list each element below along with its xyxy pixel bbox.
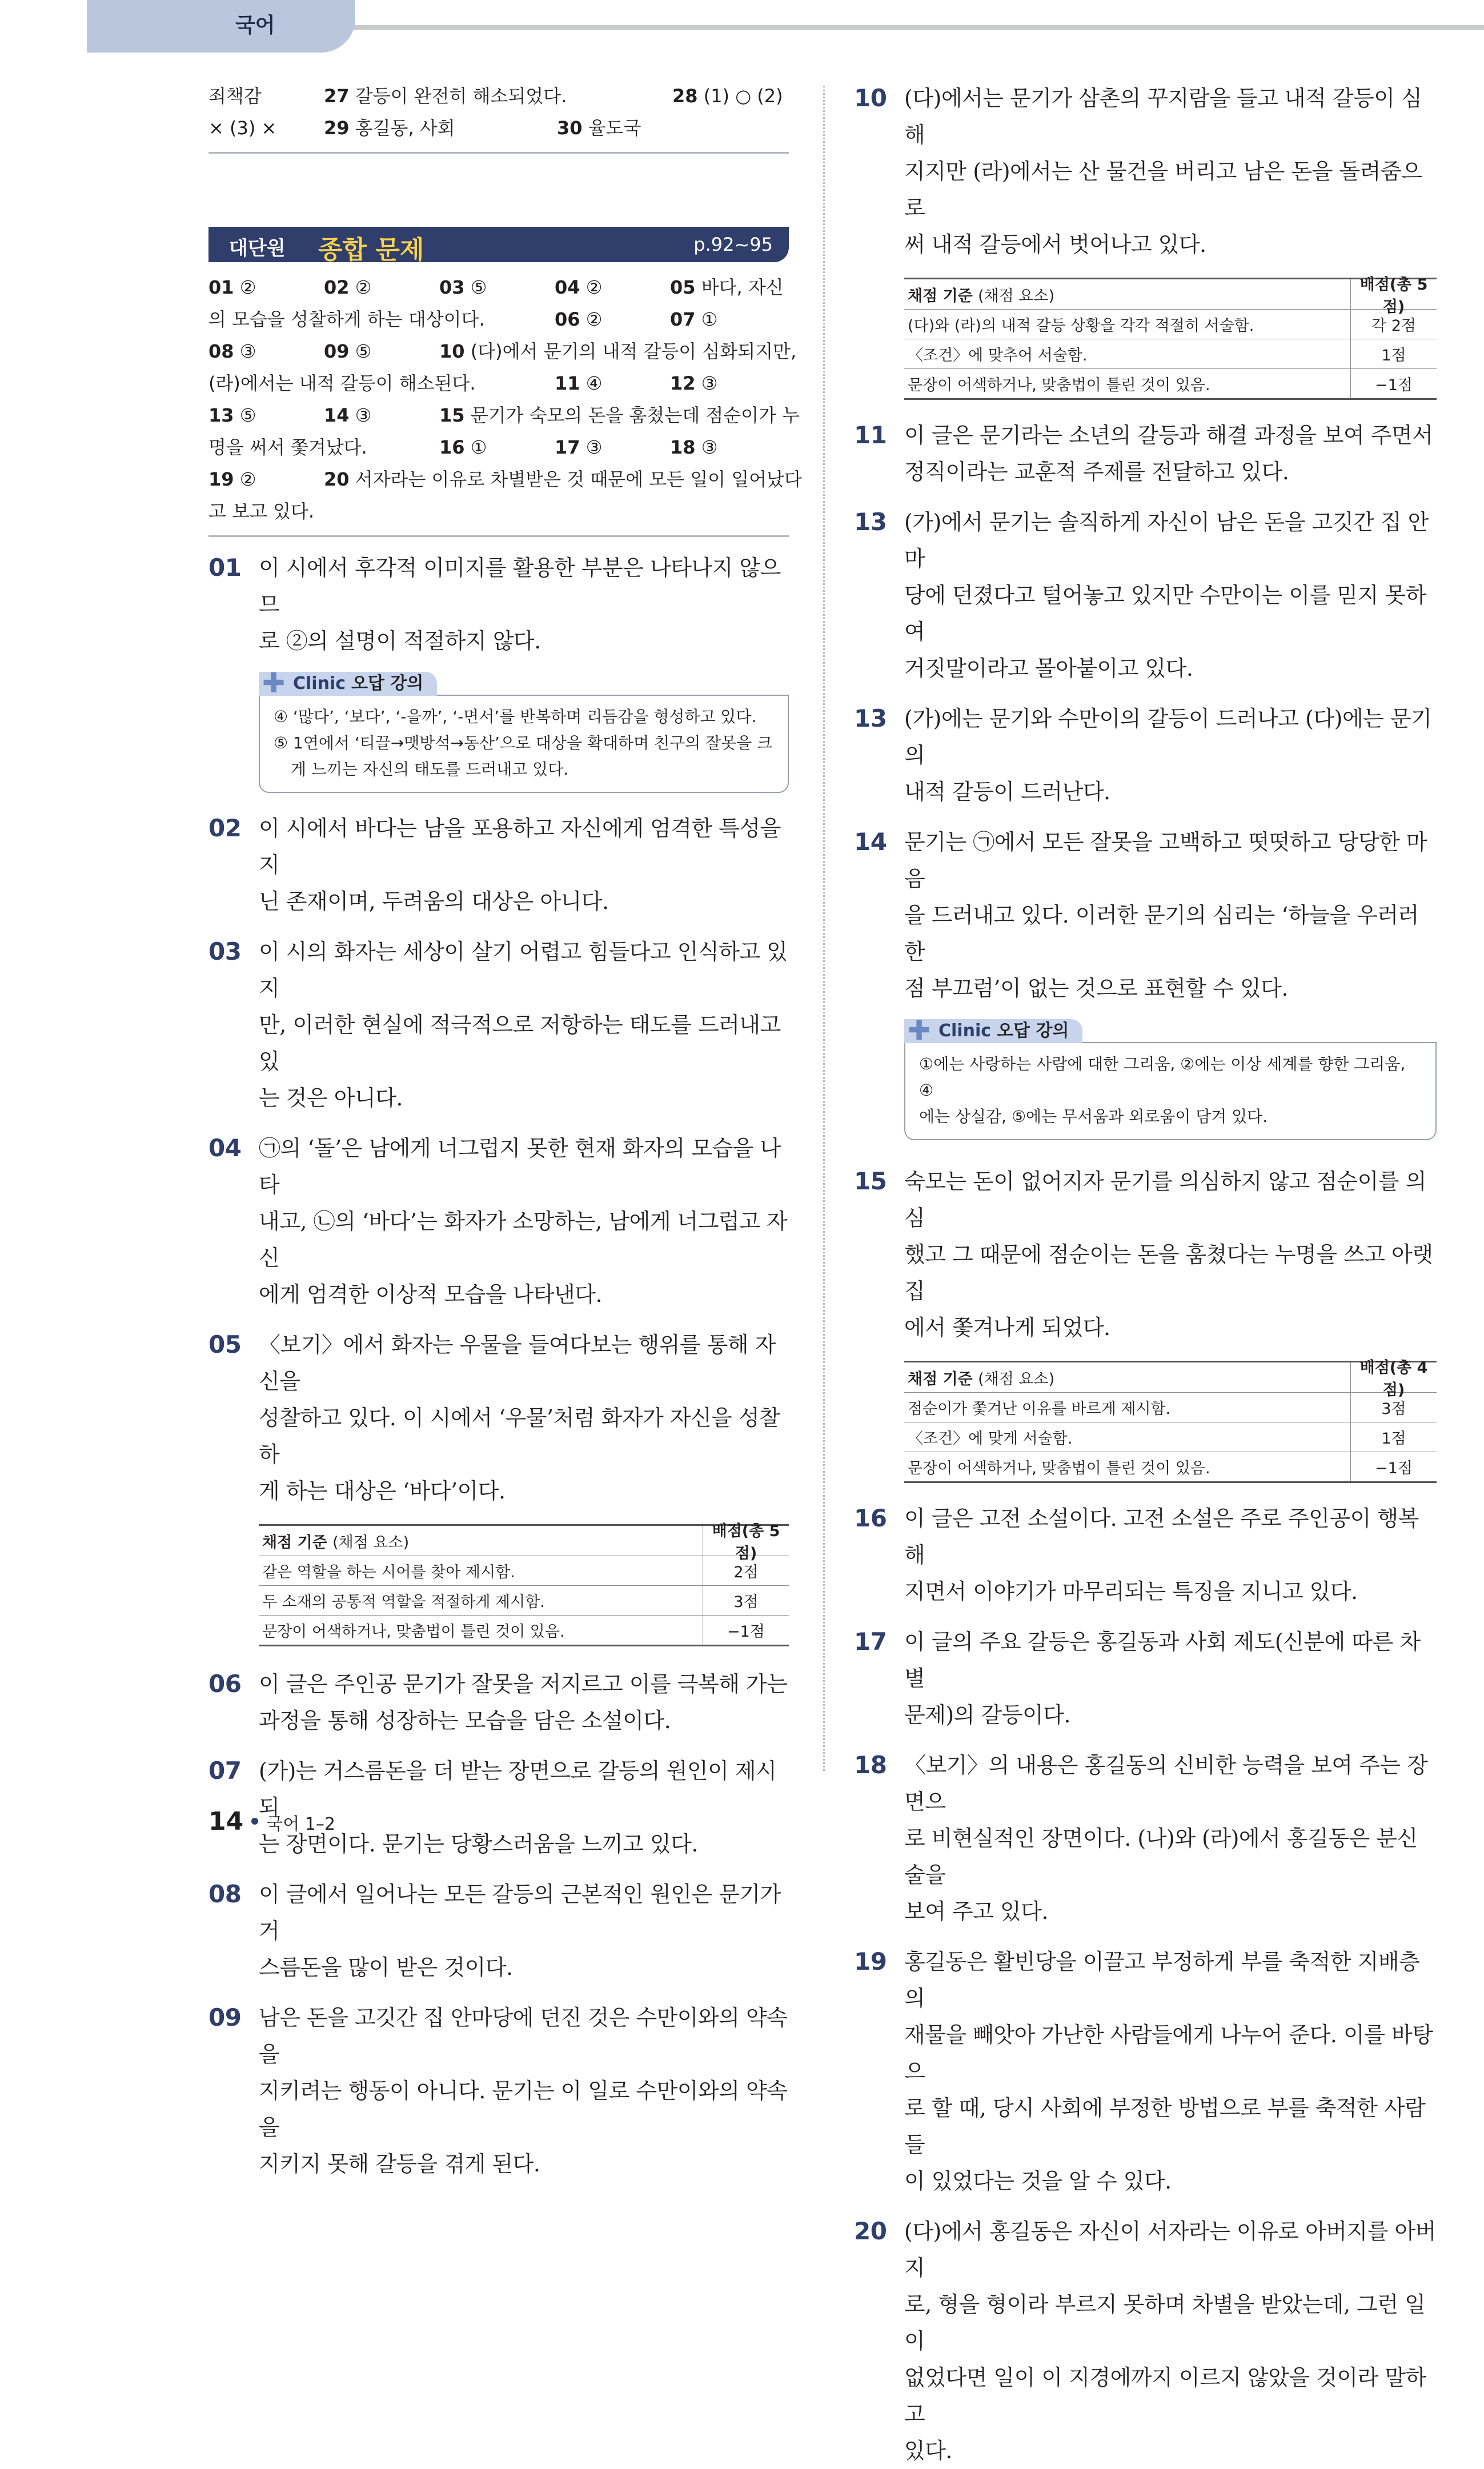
question-item [854, 504, 1437, 687]
header-rule [320, 25, 1484, 30]
question-number: 18 [854, 1751, 887, 1779]
table-row [259, 1585, 789, 1615]
clinic-line: 게 느끼는 자신의 태도를 드러내고 있다. [291, 760, 569, 779]
answer-row [208, 335, 797, 367]
explanation-line: 〈보기〉의 내용은 홍길동의 신비한 능력을 보여 주는 장면으 [904, 1753, 1428, 1814]
answer-number: 02 [324, 276, 350, 298]
explanation-line: 이 시에서 바다는 남을 포용하고 자신에게 엄격한 특성을 지 [259, 816, 781, 877]
question-number: 01 [208, 554, 242, 582]
book-title: 국어 1–2 [266, 1814, 335, 1834]
explanation-line: 로 할 때, 당시 사회에 부정한 방법으로 부를 축적한 사람들 [904, 2095, 1426, 2157]
answer-text: ② [585, 276, 603, 298]
answer-text: 의 모습을 성찰하게 하는 대상이다. [208, 308, 485, 330]
explanation-line: 스름돈을 많이 받은 것이다. [259, 1955, 513, 1980]
explanation-line: 이 시에서 후각적 이미지를 활용한 부분은 나타나지 않으므 [259, 555, 781, 617]
explanation-line: 이 글은 문기라는 소년의 갈등과 해결 과정을 보여 주면서 [904, 423, 1433, 448]
answer-text: 홍길동, 사회 [355, 117, 455, 139]
table-header-cell: 배점(총 5점) [1359, 276, 1428, 316]
unit-title: 종합 문제 [318, 235, 424, 264]
explanation-line: 이 글은 고전 소설이다. 고전 소설은 주로 주인공이 행복해 [904, 1506, 1419, 1568]
subject-label: 국어 [235, 14, 275, 37]
explanation-line: 이 글은 주인공 문기가 잘못을 저지르고 이를 극복해 가는 [259, 1672, 788, 1697]
answer-text: ③ [355, 404, 372, 426]
question-item [208, 933, 789, 1116]
clinic-label: 오답 강의 [351, 674, 424, 694]
answer-number: 17 [555, 436, 580, 458]
explanation-line: 했고 그 때문에 점순이는 돈을 훔쳤다는 누명을 쓰고 아랫집 [904, 1242, 1433, 1304]
answer-text: ② [585, 308, 603, 330]
prev-answer-row [208, 112, 789, 144]
explanation-line: 보여 주고 있다. [904, 1899, 1048, 1924]
question-number: 04 [208, 1134, 242, 1162]
answer-number: 05 [670, 276, 696, 298]
plus-icon: ✚ [908, 1015, 931, 1047]
table-cell: 1점 [1381, 1430, 1406, 1448]
clinic-content [259, 695, 789, 793]
explanation-line: 게 하는 대상은 ‘바다’이다. [259, 1478, 506, 1504]
answer-text: 갈등이 완전히 해소되었다. [355, 85, 567, 107]
question-number: 16 [854, 1504, 887, 1532]
answer-number: 04 [555, 276, 580, 298]
question-item [854, 824, 1437, 1007]
question-number: 03 [208, 937, 242, 965]
table-header-cell: (채점 요소) [978, 1370, 1055, 1388]
explanation-line: 로, 형을 형이라 부르지 못하며 차별을 받았는데, 그런 일이 [904, 2292, 1426, 2354]
divider-line [208, 535, 789, 537]
explanation-line: 재물을 빼앗아 가난한 사람들에게 나누어 준다. 이를 바탕으 [904, 2022, 1433, 2084]
answer-text: ⑤ [470, 276, 487, 298]
clinic-tag [904, 1015, 1082, 1047]
table-row [259, 1615, 789, 1645]
table-header-cell: (채점 요소) [978, 287, 1055, 305]
answer-number: 15 [439, 404, 465, 426]
explanation-line: 을 드러내고 있다. 이러한 문기의 심리는 ‘하늘을 우러러 한 [904, 903, 1419, 964]
answer-text: ③ [239, 340, 256, 362]
answer-text: ② [355, 276, 372, 298]
explanation-line: 숙모는 돈이 없어지자 문기를 의심하지 않고 점순이를 의심 [904, 1169, 1426, 1231]
answer-number: 06 [555, 308, 580, 330]
explanation-line: ㉠의 ‘돌’은 남에게 너그럽지 못한 현재 화자의 모습을 나타 [259, 1136, 781, 1197]
answer-text: × (3) × [208, 117, 277, 139]
question-item [854, 1624, 1437, 1733]
explanation-line: 지면서 이야기가 마무리되는 특징을 지니고 있다. [904, 1579, 1358, 1604]
prev-answers [208, 80, 789, 154]
answer-number: 01 [208, 276, 234, 298]
explanation-line: 이 시의 화자는 세상이 살기 어렵고 힘들다고 인식하고 있지 [259, 939, 788, 1001]
table-cell: −1점 [1375, 1460, 1413, 1477]
answer-number: 07 [670, 308, 696, 330]
answer-text: ③ [701, 436, 718, 458]
explanation-line: 점 부끄럼’이 없는 것으로 표현할 수 있다. [904, 976, 1288, 1001]
table-header-cell: 채점 기준 [908, 1370, 973, 1388]
table-cell: 문장이 어색하거나, 맞춤법이 틀린 것이 있음. [904, 1452, 1351, 1481]
table-cell: −1점 [727, 1623, 765, 1641]
question-number: 06 [208, 1670, 242, 1698]
question-item [208, 1876, 789, 1986]
clinic-tag [259, 667, 437, 699]
explanation-line: 지키지 못해 갈등을 겪게 된다. [259, 2151, 540, 2177]
answer-number: 13 [208, 404, 234, 426]
question-item [208, 550, 789, 659]
table-cell: 각 2점 [1371, 317, 1416, 335]
explanation-line: 에서 쫓겨나게 되었다. [904, 1315, 1110, 1340]
table-header-cell: 배점(총 4점) [1359, 1359, 1428, 1399]
question-item [854, 1500, 1437, 1610]
answer-number: 10 [439, 340, 465, 362]
page-number: 14 [208, 1807, 244, 1836]
answer-row [208, 303, 789, 335]
answer-text: (다)에서 문기의 내적 갈등이 심화되지만, [470, 340, 797, 362]
answer-text: 명을 써서 쫓겨났다. [208, 436, 367, 458]
left-column [208, 80, 802, 2182]
explanation-line: 이 글에서 일어나는 모든 갈등의 근본적인 원인은 문기가 거 [259, 1882, 781, 1943]
question-number: 05 [208, 1330, 242, 1358]
table-cell: 1점 [1381, 347, 1406, 364]
answer-number: 12 [670, 372, 696, 394]
unit-prefix: 대단원 [229, 237, 286, 260]
explanation-line: 지키려는 행동이 아니다. 문기는 이 일로 수만이와의 약속을 [259, 2078, 788, 2140]
explanation-line: 성찰하고 있다. 이 시에서 ‘우물’처럼 화자가 자신을 성찰하 [259, 1405, 780, 1467]
explanation-line: 지지만 (라)에서는 산 물건을 버리고 남은 돈을 돌려줌으로 [904, 159, 1422, 221]
explanation-line: (가)에는 문기와 수만이의 갈등이 드러나고 (다)에는 문기의 [904, 706, 1432, 768]
question-number: 15 [854, 1167, 887, 1195]
table-cell: 점순이가 쫓겨난 이유를 바르게 제시함. [904, 1393, 1351, 1422]
table-header [904, 1359, 1437, 1399]
answer-text: 바다, 자신 [701, 276, 784, 298]
explanation-line: 문기는 ㉠에서 모든 잘못을 고백하고 떳떳하고 당당한 마음 [904, 829, 1427, 891]
answer-text: ② [239, 468, 256, 490]
right-column [854, 80, 1437, 2469]
answer-number: 11 [555, 372, 580, 394]
explanation-line: 문제)의 갈등이다. [904, 1702, 1070, 1728]
answer-row [208, 431, 789, 463]
explanation-line: 이 있었다는 것을 알 수 있다. [904, 2169, 1172, 2194]
question-item [208, 810, 789, 920]
answer-number: 09 [324, 340, 350, 362]
table-header-cell: 채점 기준 [908, 287, 973, 305]
subject-tab [87, 0, 355, 53]
answer-number: 03 [439, 276, 465, 298]
question-item [854, 1747, 1437, 1930]
answer-number: 27 [324, 85, 350, 107]
question-number: 19 [854, 1947, 887, 1975]
table-cell: 〈조건〉에 맞게 서술함. [904, 1422, 1351, 1452]
question-item [854, 2213, 1437, 2469]
table-row [259, 1556, 789, 1585]
table-cell: 〈조건〉에 맞추어 서술함. [904, 339, 1351, 368]
clinic-box [259, 667, 789, 793]
answer-row [208, 367, 789, 399]
clinic-content [904, 1042, 1437, 1140]
table-row [904, 1452, 1437, 1481]
explanation-line: 있다. [904, 2438, 952, 2463]
answer-text: 죄책감 [208, 85, 262, 107]
explanation-line: (다)에서는 문기가 삼촌의 꾸지람을 들고 내적 갈등이 심해 [904, 86, 1422, 147]
explanation-line: 로 비현실적인 장면이다. (나)와 (라)에서 홍길동은 분신술을 [904, 1826, 1418, 1887]
scoring-table [904, 1361, 1437, 1483]
explanation-line: 홍길동은 활빈당을 이끌고 부정하게 부를 축적한 지배층의 [904, 1949, 1420, 2011]
answer-text: ⑤ [355, 340, 372, 362]
plus-icon: ✚ [262, 667, 286, 699]
answer-text: 문기가 숙모의 돈을 훔쳤는데 점순이가 누 [470, 404, 800, 426]
answer-number: 29 [324, 117, 350, 139]
answer-text: ② [239, 276, 256, 298]
question-number: 08 [208, 1880, 242, 1908]
table-header [259, 1522, 789, 1562]
clinic-brand: Clinic [938, 1021, 992, 1041]
answer-number: 14 [324, 404, 350, 426]
explanation-line: 내적 갈등이 드러난다. [904, 779, 1110, 804]
divider-line [208, 152, 789, 154]
column-divider [823, 86, 825, 1771]
answer-text: ⑤ [239, 404, 256, 426]
table-row [904, 309, 1437, 339]
answer-text: 율도국 [588, 117, 641, 139]
question-number: 14 [854, 828, 887, 856]
explanation-line: 는 것은 아니다. [259, 1085, 403, 1111]
explanation-line: 는 장면이다. 문기는 당황스러움을 느끼고 있다. [259, 1831, 699, 1857]
table-row [904, 339, 1437, 368]
question-item [208, 1130, 789, 1313]
table-header-cell: 채점 기준 [262, 1533, 327, 1552]
answer-row [208, 399, 800, 431]
question-number: 10 [854, 84, 887, 112]
table-cell: 3점 [733, 1593, 759, 1611]
table-header-cell: (채점 요소) [332, 1533, 410, 1552]
table-row [904, 1392, 1437, 1422]
answer-key [208, 271, 802, 537]
question-item [208, 1326, 789, 1509]
clinic-line: ⑤ 1연에서 ‘티끌→맷방석→동산’으로 대상을 확대하며 친구의 잘못을 크 [274, 734, 773, 752]
question-number: 13 [854, 508, 887, 536]
explanation-line: 〈보기〉에서 화자는 우물을 들여다보는 행위를 통해 자신을 [259, 1332, 776, 1394]
answer-number: 20 [324, 468, 350, 490]
unit-pages: p.92~95 [693, 234, 773, 255]
table-header-cell: 배점(총 5점) [712, 1522, 780, 1562]
answer-text: 고 보고 있다. [208, 500, 315, 522]
question-item [854, 80, 1437, 263]
table-row [904, 1422, 1437, 1452]
explanation-line: (가)는 거스름돈을 더 받는 장면으로 갈등의 원인이 제시되 [259, 1758, 777, 1820]
explanation-line: 남은 돈을 고깃간 집 안마당에 던진 것은 수만이와의 약속을 [259, 2005, 788, 2067]
answer-text: (라)에서는 내적 갈등이 해소된다. [208, 372, 476, 394]
answer-number: 28 [672, 85, 698, 107]
explanation-line: 당에 던졌다고 털어놓고 있지만 수만이는 이를 믿지 못하여 [904, 583, 1426, 644]
explanation-line: 에게 엄격한 이상적 모습을 나타낸다. [259, 1282, 603, 1307]
page-footer [208, 1807, 335, 1836]
clinic-line: ①에는 사랑하는 사람에 대한 그리움, ②에는 이상 세계를 향한 그리움, ④ [919, 1055, 1406, 1100]
question-number: 13 [854, 704, 887, 732]
table-cell: 두 소재의 공통적 역할을 적절하게 제시함. [259, 1586, 703, 1615]
question-number: 17 [854, 1628, 887, 1656]
answer-text: (1) ○ (2) [703, 85, 783, 107]
bullet-dot [251, 1818, 258, 1825]
answer-text: 서자라는 이유로 차별받은 것 때문에 모든 일이 일어났다 [355, 468, 802, 490]
explanation-line: (가)에서 문기는 솔직하게 자신이 남은 돈을 고깃간 집 안마 [904, 510, 1429, 571]
explanation-line: 이 글의 주요 갈등은 홍길동과 사회 제도(신분에 따른 차별 [904, 1629, 1421, 1691]
question-item [208, 1666, 789, 1739]
answer-number: 18 [670, 436, 696, 458]
clinic-line: ④ ‘많다’, ‘보다’, ‘-을까’, ‘-면서’를 반복하며 리듬감을 형성하고 있다. [274, 707, 757, 726]
explanation-line: 닌 존재이며, 두려움의 대상은 아니다. [259, 889, 609, 914]
answer-number: 19 [208, 468, 234, 490]
table-cell: −1점 [1375, 376, 1413, 394]
clinic-line: 에는 상실감, ⑤에는 무서움과 외로움이 담겨 있다. [919, 1107, 1268, 1126]
table-cell: 2점 [733, 1564, 759, 1581]
explanation-line: 없었다면 일이 이 지경에까지 이르지 않았을 것이라 말하고 [904, 2365, 1426, 2427]
table-cell: 같은 역할을 하는 시어를 찾아 제시함. [259, 1556, 703, 1585]
question-item [854, 1943, 1437, 2199]
question-number: 20 [854, 2217, 887, 2245]
answer-number: 30 [557, 117, 583, 139]
clinic-brand: Clinic [293, 674, 346, 694]
scoring-table [904, 278, 1437, 400]
answer-text: ④ [585, 372, 603, 394]
explanation-line: 로 ②의 설명이 적절하지 않다. [259, 628, 541, 654]
answer-row [208, 463, 802, 495]
answer-row [208, 271, 789, 303]
answer-text: ③ [701, 372, 718, 394]
unit-banner [208, 227, 789, 262]
clinic-label: 오답 강의 [997, 1021, 1069, 1041]
explanation-line: 써 내적 갈등에서 벗어나고 있다. [904, 232, 1206, 257]
scoring-table [259, 1524, 789, 1646]
answer-number: 08 [208, 340, 234, 362]
answer-number: 16 [439, 436, 465, 458]
question-item [854, 700, 1437, 810]
table-header [904, 276, 1437, 316]
table-row [904, 368, 1437, 398]
explanation-line: 정직이라는 교훈적 주제를 전달하고 있다. [904, 459, 1289, 484]
question-number: 09 [208, 2003, 242, 2031]
clinic-box [904, 1015, 1437, 1140]
explanation-line: 만, 이러한 현실에 적극적으로 저항하는 태도를 드러내고 있 [259, 1012, 781, 1074]
explanation-line: 거짓말이라고 몰아붙이고 있다. [904, 656, 1193, 681]
table-cell: 문장이 어색하거나, 맞춤법이 틀린 것이 있음. [259, 1616, 703, 1645]
question-number: 02 [208, 814, 242, 842]
question-item [854, 1163, 1437, 1346]
explanation-line: 내고, ㉡의 ‘바다’는 화자가 소망하는, 남에게 너그럽고 자신 [259, 1209, 788, 1270]
explanation-line: 과정을 통해 성장하는 모습을 담은 소설이다. [259, 1708, 671, 1733]
prev-answer-row [208, 80, 789, 112]
explanation-line: (다)에서 홍길동은 자신이 서자라는 이유로 아버지를 아버지 [904, 2219, 1436, 2280]
answer-row [208, 495, 789, 527]
answer-text: ① [470, 436, 487, 458]
table-cell: (다)와 (라)의 내적 갈등 상황을 각각 적절히 서술함. [904, 310, 1351, 339]
question-number: 07 [208, 1757, 242, 1785]
answer-text: ① [701, 308, 718, 330]
answer-text: ③ [585, 436, 603, 458]
question-number: 11 [854, 421, 887, 449]
table-cell: 문장이 어색하거나, 맞춤법이 틀린 것이 있음. [904, 369, 1351, 398]
question-item [854, 417, 1437, 490]
table-cell: 3점 [1381, 1400, 1406, 1418]
question-item [208, 1999, 789, 2182]
